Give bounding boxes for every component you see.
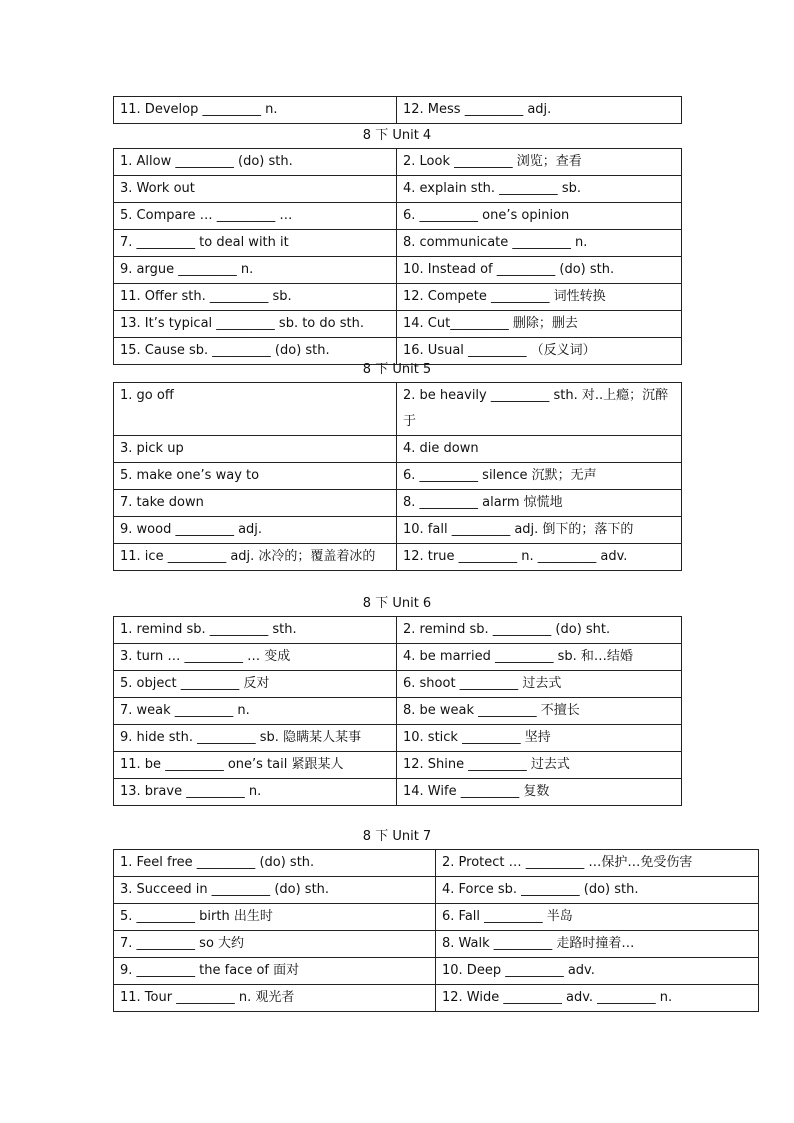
table-cell: 5. Compare … _________ … [114,203,397,230]
table-cell: 5. object _________ 反对 [114,671,397,698]
table-cell: 9. hide sth. _________ sb. 隐瞒某人某事 [114,725,397,752]
table-row [114,752,682,779]
table-cell: 14. Cut_________ 删除；删去 [397,311,682,338]
table-cell: 12. Shine _________ 过去式 [397,752,682,779]
table-row [114,779,682,806]
table-cell: 7. weak _________ n. [114,698,397,725]
table-cell: 3. Succeed in _________ (do) sth. [114,877,436,904]
table-cell: 8. be weak _________ 不擅长 [397,698,682,725]
unit4-title: 8 下 Unit 4 [362,128,432,143]
table-row [114,931,759,958]
table-cell: 16. Usual _________ （反义词） [397,338,682,365]
table-cell: 11. Tour _________ n. 观光者 [114,985,436,1012]
table-row [114,958,759,985]
table-row [114,463,682,490]
table-cell: 2. Look _________ 浏览；查看 [397,149,682,176]
table-row [114,203,682,230]
table-cell: 9. _________ the face of 面对 [114,958,436,985]
table-cell: 4. explain sth. _________ sb. [397,176,682,203]
table-cell: 8. _________ alarm 惊慌地 [397,490,682,517]
table-cell: 11. ice _________ adj. 冰冷的；覆盖着冰的 [114,544,397,571]
table-row [114,698,682,725]
table-cell: 6. shoot _________ 过去式 [397,671,682,698]
table-cell: 2. remind sb. _________ (do) sht. [397,617,682,644]
table-cell: 8. Walk _________ 走路时撞着… [436,931,759,958]
table-row [114,877,759,904]
table-cell: 6. _________ silence 沉默；无声 [397,463,682,490]
table-cell: 15. Cause sb. _________ (do) sth. [114,338,397,365]
table-row [114,644,682,671]
table-cell: 6. _________ one’s opinion [397,203,682,230]
table-cell: 10. fall _________ adj. 倒下的；落下的 [397,517,682,544]
table-cell: 5. make one’s way to [114,463,397,490]
table-cell: 10. Deep _________ adv. [436,958,759,985]
table-row [114,257,682,284]
table-cell: 4. die down [397,436,682,463]
unit7-section [113,825,759,1012]
table-cell: 8. communicate _________ n. [397,230,682,257]
table-row [114,725,682,752]
table-row [114,904,759,931]
table-row [114,544,682,571]
table-row [114,985,759,1012]
table-cell: 12. Wide _________ adv. _________ n. [436,985,759,1012]
table-row [114,383,682,436]
table-cell: 4. Force sb. _________ (do) sth. [436,877,759,904]
table-cell: 12. true _________ n. _________ adv. [397,544,682,571]
table-cell: 1. remind sb. _________ sth. [114,617,397,644]
table-row [114,176,682,203]
unit5-section [113,358,682,571]
table-cell: 11. Offer sth. _________ sb. [114,284,397,311]
table-cell: 12. Compete _________ 词性转换 [397,284,682,311]
table-row [114,617,682,644]
table-row [114,436,682,463]
table-cell: 3. pick up [114,436,397,463]
table-cell: 13. brave _________ n. [114,779,397,806]
unit4-table [113,148,682,365]
table-cell: 9. wood _________ adj. [114,517,397,544]
table-cell: 7. _________ to deal with it [114,230,397,257]
table-row [114,149,682,176]
table-row [114,517,682,544]
table-cell: 7. take down [114,490,397,517]
table-cell: 11. Develop _________ n. [114,97,397,124]
table-cell: 1. go off [114,383,397,436]
table-cell: 7. _________ so 大约 [114,931,436,958]
table-cell: 10. Instead of _________ (do) sth. [397,257,682,284]
unit5-table [113,382,682,571]
unit6-section [113,592,682,806]
table-row [114,311,682,338]
table-row [114,671,682,698]
table-cell: 5. _________ birth 出生时 [114,904,436,931]
table-row [114,97,682,124]
table-cell: 3. turn … _________ … 变成 [114,644,397,671]
table-row [114,490,682,517]
table-cell: 1. Feel free _________ (do) sth. [114,850,436,877]
unit6-title: 8 下 Unit 6 [362,596,432,611]
table-row [114,230,682,257]
table-row [114,850,759,877]
table-cell: 13. It’s typical _________ sb. to do sth. [114,311,397,338]
unit7-title: 8 下 Unit 7 [362,829,432,844]
table-cell: 3. Work out [114,176,397,203]
top-section [113,96,682,124]
top-table [113,96,682,124]
table-cell: 1. Allow _________ (do) sth. [114,149,397,176]
table-cell: 10. stick _________ 坚持 [397,725,682,752]
unit5-title: 8 下 Unit 5 [362,362,432,377]
unit7-table [113,849,759,1012]
table-cell: 6. Fall _________ 半岛 [436,904,759,931]
table-cell: 2. be heavily _________ sth. 对..上瘾；沉醉于 [397,383,682,436]
table-row [114,284,682,311]
table-cell: 11. be _________ one’s tail 紧跟某人 [114,752,397,779]
table-cell: 9. argue _________ n. [114,257,397,284]
table-cell: 2. Protect … _________ …保护…免受伤害 [436,850,759,877]
table-cell: 14. Wife _________ 复数 [397,779,682,806]
table-cell: 12. Mess _________ adj. [397,97,682,124]
unit4-section [113,124,682,365]
unit6-table [113,616,682,806]
table-cell: 4. be married _________ sb. 和…结婚 [397,644,682,671]
